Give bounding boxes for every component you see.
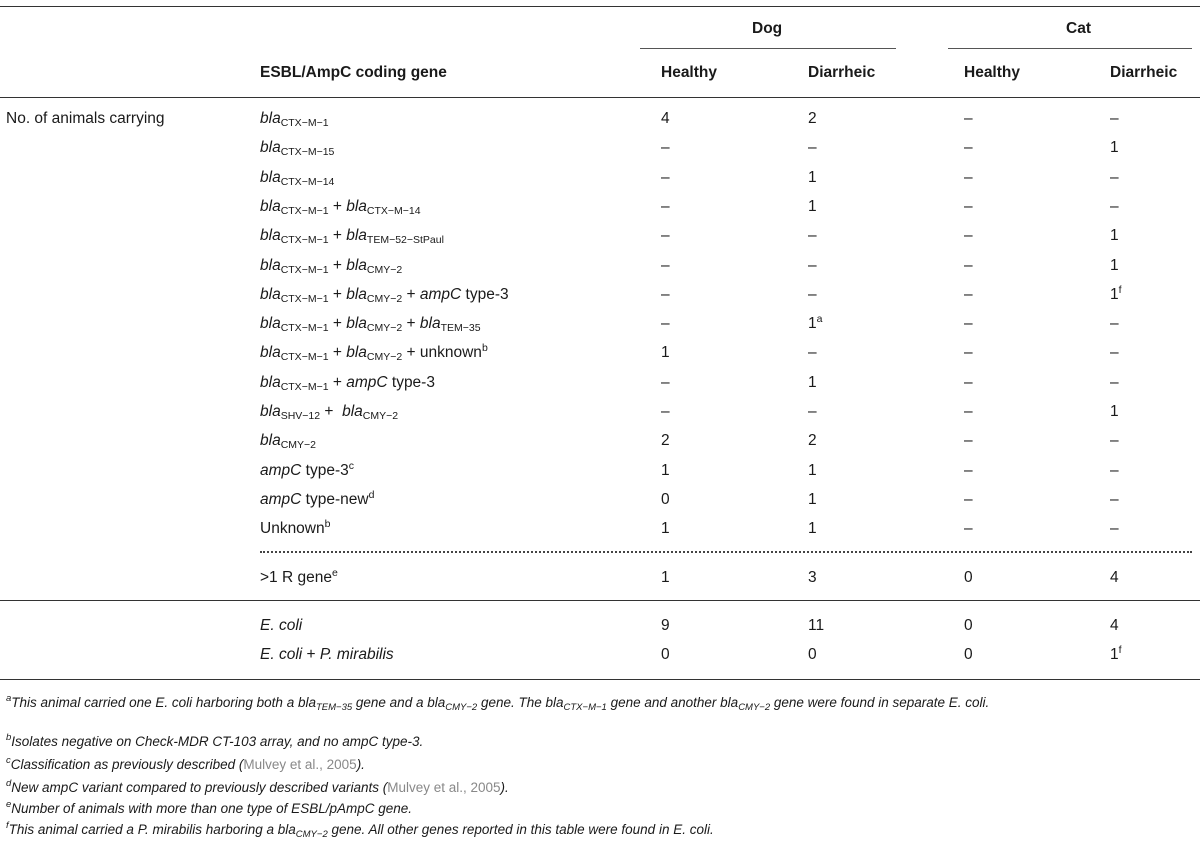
summary-gene: >1 R gene$^e$	[260, 567, 338, 586]
table-row-3-cat-healthy-value: –	[964, 168, 973, 186]
table-row-14-cat-healthy-value: –	[964, 490, 973, 508]
table-row-5-gene: bla$_{CTX-M-1}$ + bla$_{TEM-52-StPaul}$	[260, 227, 444, 247]
table-row-10-gene: bla$_{CTX-M-1}$ + ampC type-3	[260, 373, 435, 393]
table-row-7-gene: bla$_{CTX-M-1}$ + bla$_{CMY-2}$ + ampC type-3	[260, 285, 509, 305]
dotted-separator	[260, 551, 1192, 553]
table-row-10-dog-healthy-value: –	[661, 373, 670, 391]
summary-cat-diarrheic-value: 4	[1110, 569, 1119, 586]
table-row-4-cat-healthy-value: –	[964, 197, 973, 215]
summary-dog-healthy-value: 1	[661, 569, 670, 586]
cat-group-rule	[948, 48, 1192, 49]
table-row-10-cat-healthy-value: –	[964, 373, 973, 391]
species-row-2-dog-healthy-value: 0	[661, 646, 670, 663]
table-row-5-dog-healthy-value: –	[661, 227, 670, 245]
table-row-11-dog-healthy-value: –	[661, 403, 670, 420]
table-row-13-cat-diarrheic-value: –	[1110, 461, 1119, 479]
table-row-4-dog-diarrheic-value: 1	[808, 197, 817, 215]
table-row-9-dog-healthy-value: 1	[661, 344, 670, 362]
table-row-1-gene: bla$_{CTX-M-1}$	[260, 110, 329, 129]
table-row-6-cat-diarrheic-value: 1	[1110, 256, 1119, 274]
table-row-8-cat-healthy-value: –	[964, 315, 973, 333]
table-row-7-dog-healthy-value: –	[661, 285, 670, 303]
table-row-9-gene: bla$_{CTX-M-1}$ + bla$_{CMY-2}$ + unknown$^b$	[260, 342, 488, 364]
table-row-1-dog-healthy-value: 4	[661, 110, 670, 127]
summary-dog-diarrheic-value: 3	[808, 569, 817, 586]
table-row-4-cat-diarrheic-value: –	[1110, 197, 1119, 215]
table-row-9-dog-diarrheic-value: –	[808, 344, 817, 362]
header-rule	[0, 97, 1200, 98]
table-row-6-dog-diarrheic-value: –	[808, 256, 817, 274]
table-row-12-dog-healthy-value: 2	[661, 432, 670, 450]
table-row-8-dog-diarrheic-value: 1$^a$	[808, 313, 823, 333]
table-row-4-dog-healthy-value: –	[661, 197, 670, 215]
footnote-2: $^b$Isolates negative on Check-MDR CT-103 array, and no ampC type-3.	[6, 732, 424, 749]
footnote-5: $^e$Number of animals with more than one type of ESBL/pAmpC gene.	[6, 799, 413, 816]
table-row-13-dog-diarrheic-value: 1	[808, 461, 817, 479]
species-row-1-dog-healthy-value: 9	[661, 617, 670, 634]
table-row-2-dog-diarrheic-value: –	[808, 139, 817, 157]
table-row-8-gene: bla$_{CTX-M-1}$ + bla$_{CMY-2}$ + bla$_{TEM-35}$	[260, 315, 481, 335]
dog-healthy-header: Healthy	[661, 64, 717, 81]
table-row-14-dog-healthy-value: 0	[661, 490, 670, 508]
species-row-2-cat-diarrheic-value: 1$^f$	[1110, 644, 1122, 663]
table-row-13-dog-healthy-value: 1	[661, 461, 670, 479]
table-row-15-dog-diarrheic-value: 1	[808, 520, 817, 538]
table-row-11-dog-diarrheic-value: –	[808, 403, 817, 420]
row-group-label: No. of animals carrying	[6, 110, 165, 127]
footnote-4: $^d$New ampC variant compared to previously described variants (Mulvey et al., 2005).	[6, 778, 509, 795]
species-rule	[0, 600, 1200, 601]
table-row-2-cat-diarrheic-value: 1	[1110, 139, 1119, 157]
footnote-6: $^f$This animal carried a P. mirabilis harboring a bla$_{CMY-2}$ gene. All other genes reported in this table were found in E. coli.	[6, 820, 714, 840]
species-row-2-dog-diarrheic-value: 0	[808, 646, 817, 663]
table-row-6-dog-healthy-value: –	[661, 256, 670, 274]
table-row-7-dog-diarrheic-value: –	[808, 285, 817, 303]
table-row-7-cat-diarrheic-value: 1$^f$	[1110, 283, 1122, 303]
table-row-12-cat-healthy-value: –	[964, 432, 973, 450]
dog-group-rule	[640, 48, 896, 49]
table-row-14-dog-diarrheic-value: 1	[808, 490, 817, 508]
species-row-1-gene: E. coli	[260, 617, 303, 634]
table-row-10-dog-diarrheic-value: 1	[808, 373, 817, 391]
table-row-9-cat-diarrheic-value: –	[1110, 344, 1119, 362]
footnote-1: $^a$This animal carried one E. coli harboring both a bla$_{TEM-35}$ gene and a bla$_{CMY-2}$ gene. The bla$_{CTX-M-1}$ gene and another bla$_{CMY-2}$ gene were found in separate E. coli.	[6, 693, 990, 713]
table-row-3-dog-diarrheic-value: 1	[808, 168, 817, 186]
table-row-11-gene: bla$_{SHV-12}$ + bla$_{CMY-2}$	[260, 403, 399, 422]
footnote-3: $^c$Classification as previously described (Mulvey et al., 2005).	[6, 755, 365, 772]
group-header-dog: Dog	[752, 20, 783, 37]
table-row-3-gene: bla$_{CTX-M-14}$	[260, 168, 335, 188]
table-row-2-cat-healthy-value: –	[964, 139, 973, 157]
table-row-1-cat-diarrheic-value: –	[1110, 110, 1119, 127]
table-row-10-cat-diarrheic-value: –	[1110, 373, 1119, 391]
top-rule	[0, 6, 1200, 7]
table-row-14-cat-diarrheic-value: –	[1110, 490, 1119, 508]
table-row-9-cat-healthy-value: –	[964, 344, 973, 362]
table-row-8-cat-diarrheic-value: –	[1110, 315, 1119, 333]
table-row-4-gene: bla$_{CTX-M-1}$ + bla$_{CTX-M-14}$	[260, 197, 421, 217]
species-row-1-cat-healthy-value: 0	[964, 617, 973, 634]
table-row-15-dog-healthy-value: 1	[661, 520, 670, 538]
cat-healthy-header: Healthy	[964, 64, 1020, 81]
table-row-6-cat-healthy-value: –	[964, 256, 973, 274]
table-row-2-dog-healthy-value: –	[661, 139, 670, 157]
gene-column-header: ESBL/AmpC coding gene	[260, 64, 447, 81]
table-row-13-gene: ampC type-3$^c$	[260, 459, 354, 479]
table-row-15-gene: Unknown$^b$	[260, 518, 331, 538]
table-row-13-cat-healthy-value: –	[964, 461, 973, 479]
summary-cat-healthy-value: 0	[964, 569, 973, 586]
table-row-15-cat-healthy-value: –	[964, 520, 973, 538]
table-row-3-dog-healthy-value: –	[661, 168, 670, 186]
table-row-6-gene: bla$_{CTX-M-1}$ + bla$_{CMY-2}$	[260, 256, 403, 276]
table-row-12-gene: bla$_{CMY-2}$	[260, 432, 316, 452]
table-row-3-cat-diarrheic-value: –	[1110, 168, 1119, 186]
table-row-5-cat-healthy-value: –	[964, 227, 973, 245]
species-row-1-cat-diarrheic-value: 4	[1110, 617, 1119, 634]
table-row-11-cat-healthy-value: –	[964, 403, 973, 420]
species-row-2-cat-healthy-value: 0	[964, 646, 973, 663]
cat-diarrheic-header: Diarrheic	[1110, 64, 1178, 81]
group-header-cat: Cat	[1066, 20, 1091, 37]
table-row-12-cat-diarrheic-value: –	[1110, 432, 1119, 450]
table-row-5-cat-diarrheic-value: 1	[1110, 227, 1119, 245]
table-row-1-dog-diarrheic-value: 2	[808, 110, 817, 127]
bottom-rule	[0, 679, 1200, 680]
table-row-5-dog-diarrheic-value: –	[808, 227, 817, 245]
dog-diarrheic-header: Diarrheic	[808, 64, 876, 81]
table-row-1-cat-healthy-value: –	[964, 110, 973, 127]
table-row-2-gene: bla$_{CTX-M-15}$	[260, 139, 335, 159]
table-row-11-cat-diarrheic-value: 1	[1110, 403, 1119, 420]
table-row-12-dog-diarrheic-value: 2	[808, 432, 817, 450]
table-row-14-gene: ampC type-new$^d$	[260, 488, 375, 508]
table-row-7-cat-healthy-value: –	[964, 285, 973, 303]
species-row-2-gene: E. coli + P. mirabilis	[260, 646, 394, 663]
table-row-8-dog-healthy-value: –	[661, 315, 670, 333]
species-row-1-dog-diarrheic-value: 11	[808, 617, 825, 634]
table-row-15-cat-diarrheic-value: –	[1110, 520, 1119, 538]
